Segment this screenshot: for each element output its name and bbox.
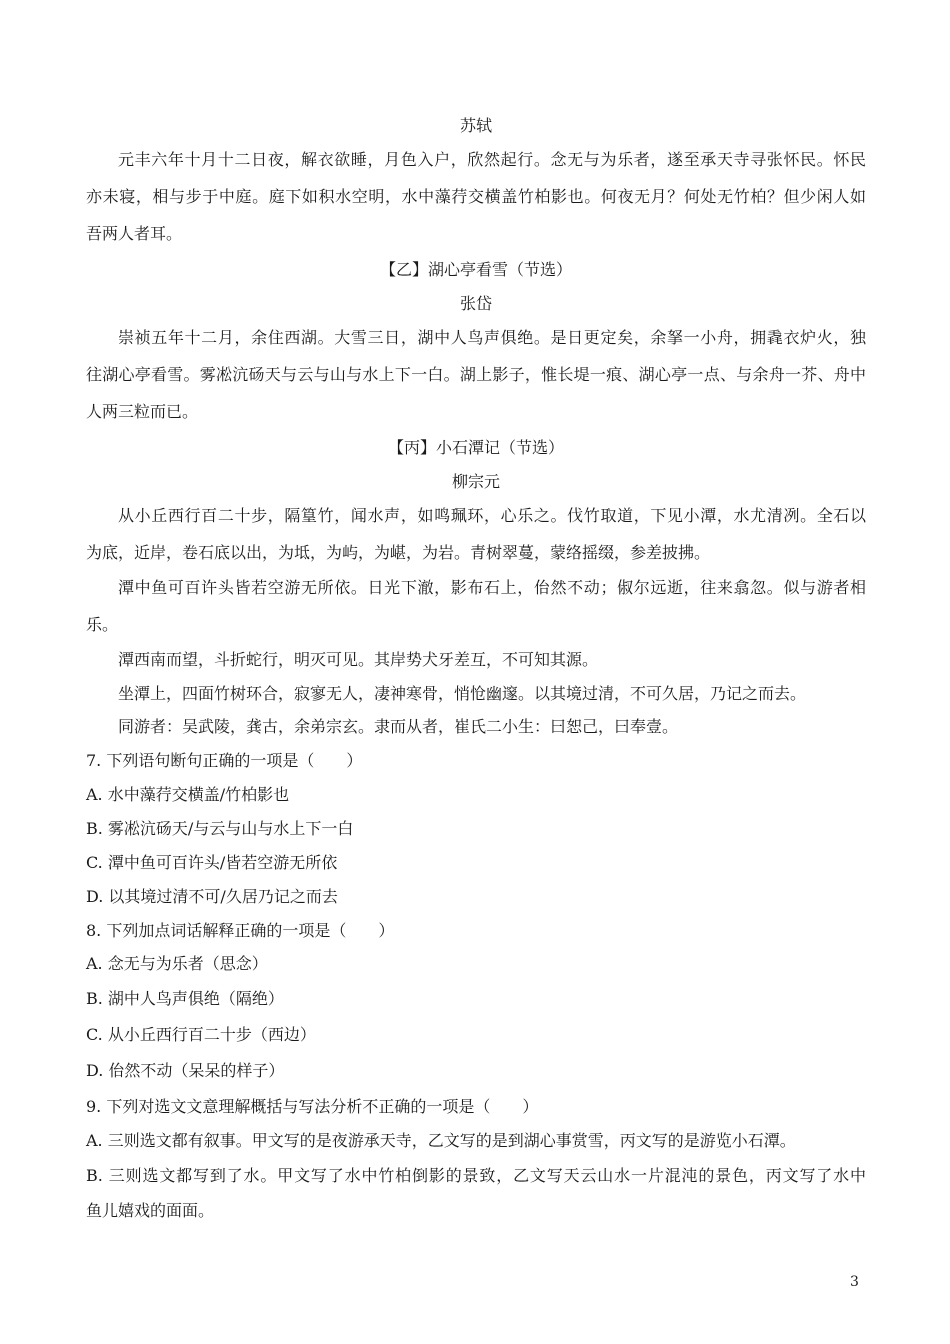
passage-bing-title: 【丙】小石潭记（节选） — [387, 438, 564, 457]
passage-bing-line: 坐潭上，四面竹树环合，寂寥无人，凄神寒骨，悄怆幽邃。以其境过清，不可久居，乃记之而去。 — [118, 684, 807, 703]
passage-yi-author: 张岱 — [459, 294, 492, 313]
question-9-option-b: B. 三则选文都写到了水。甲文写了水中竹柏倒影的景致，乙文写天云山水一片混沌的景色，丙文写了水中 — [86, 1166, 866, 1185]
question-8-option-b: B. 湖中人鸟声俱绝（隔绝） — [86, 989, 284, 1008]
question-9-option-a: A. 三则选文都有叙事。甲文写的是夜游承天寺，乙文写的是到湖心事赏雪，丙文写的是游览小石潭。 — [86, 1131, 796, 1150]
passage-bing-line: 从小丘西行百二十步，隔篁竹，闻水声，如鸣珮环，心乐之。伐竹取道，下见小潭，水尤清冽。全石以 — [118, 506, 866, 525]
question-9-stem: 9. 下列对选文文意理解概括与写法分析不正确的一项是（ ） — [86, 1097, 539, 1116]
question-8-option-d: D. 佁然不动（呆呆的样子） — [86, 1061, 285, 1080]
passage-jia-line: 吾两人者耳。 — [86, 224, 183, 243]
passage-bing-line: 乐。 — [86, 615, 119, 634]
passage-yi-line: 崇祯五年十二月，余住西湖。大雪三日，湖中人鸟声俱绝。是日更定矣，余拏一小舟，拥毳衣炉火，独 — [118, 328, 866, 347]
question-7-stem: 7. 下列语句断句正确的一项是（ ） — [86, 751, 363, 770]
passage-yi-line: 人两三粒而已。 — [86, 402, 199, 421]
passage-yi-line: 往湖心亭看雪。雾凇沆砀天与云与山与水上下一白。湖上影子，惟长堤一痕、湖心亭一点、与余舟一芥、舟中 — [86, 365, 866, 384]
passage-jia-line: 亦未寝，相与步于中庭。庭下如积水空明，水中藻荇交横盖竹柏影也。何夜无月？何处无竹柏？但少闲人如 — [86, 187, 866, 206]
question-8-option-a: A. 念无与为乐者（思念） — [86, 954, 268, 973]
page-number: 3 — [850, 1274, 859, 1290]
question-8-option-c: C. 从小丘西行百二十步（西边） — [86, 1025, 316, 1044]
passage-bing-line: 潭西南而望，斗折蛇行，明灭可见。其岸势犬牙差互，不可知其源。 — [118, 650, 599, 669]
passage-bing-line: 同游者：吴武陵，龚古，余弟宗玄。隶而从者，崔氏二小生：曰恕己，曰奉壹。 — [118, 717, 679, 736]
passage-bing-line: 为底，近岸，卷石底以出，为坻，为屿，为嵁，为岩。青树翠蔓，蒙络摇缀，参差披拂。 — [86, 543, 711, 562]
passage-bing-author: 柳宗元 — [451, 472, 500, 491]
question-7-option-b: B. 雾凇沆砀天/与云与山与水上下一白 — [86, 819, 354, 838]
passage-yi-title: 【乙】湖心亭看雪（节选） — [379, 260, 572, 279]
question-8-stem: 8. 下列加点词话解释正确的一项是（ ） — [86, 921, 395, 940]
question-9-option-b-cont: 鱼儿嬉戏的面面。 — [86, 1201, 215, 1220]
passage-bing-line: 潭中鱼可百许头皆若空游无所依。日光下澈，影布石上，佁然不动；俶尔远逝，往来翕忽。似与游者相 — [118, 578, 866, 597]
passage-jia-line: 元丰六年十月十二日夜，解衣欲睡，月色入户，欣然起行。念无与为乐者，遂至承天寺寻张怀民。怀民 — [118, 150, 866, 169]
passage-jia-author: 苏轼 — [459, 116, 492, 135]
question-7-option-d: D. 以其境过清不可/久居乃记之而去 — [86, 887, 338, 906]
question-7-option-c: C. 潭中鱼可百许头/皆若空游无所依 — [86, 853, 338, 872]
question-7-option-a: A. 水中藻荇交横盖/竹柏影也 — [86, 785, 290, 804]
